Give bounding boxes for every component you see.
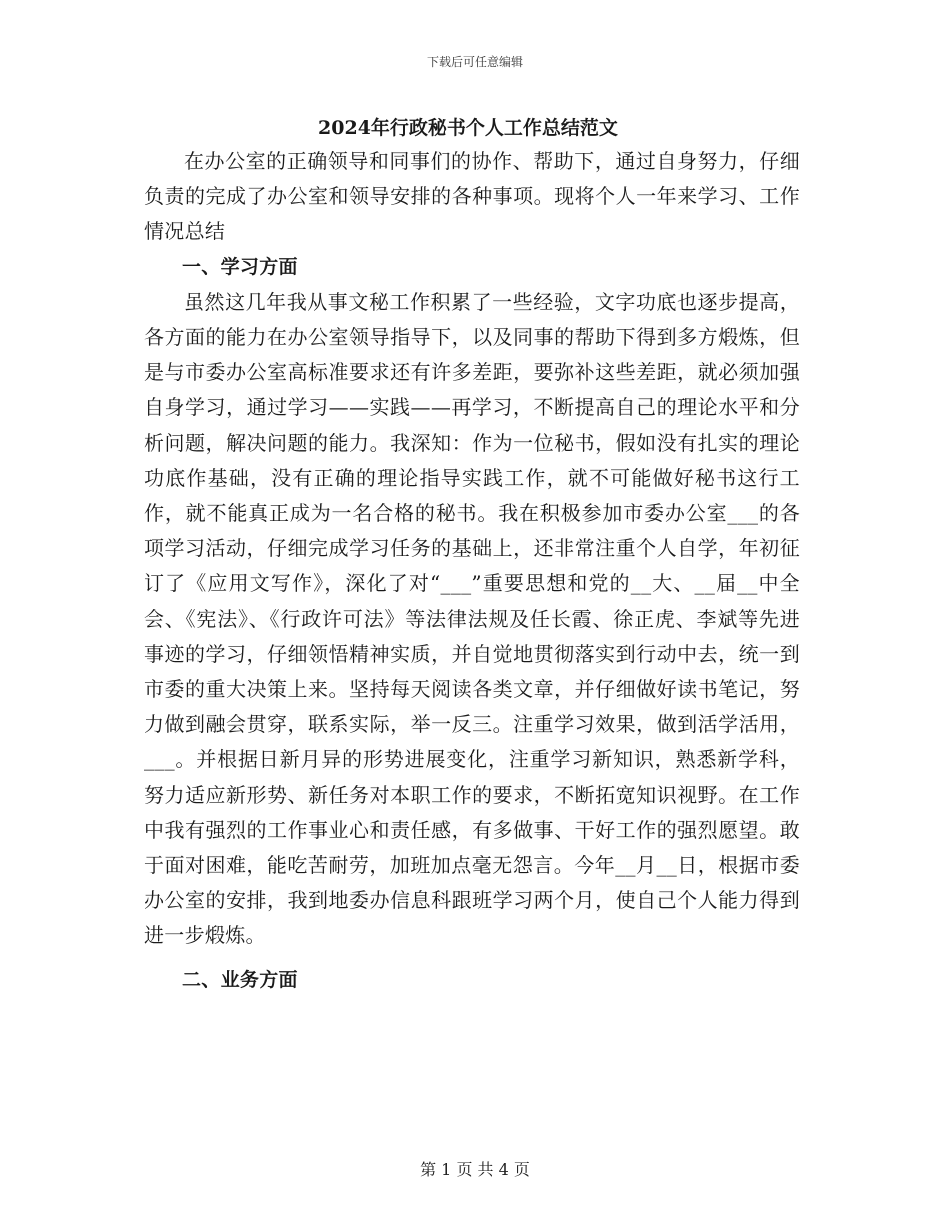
header-note: 下载后可任意编辑 (426, 55, 523, 69)
document-title: 2024年行政秘书个人工作总结范文 (318, 117, 618, 139)
section-2-heading: 二、业务方面 (182, 968, 298, 991)
section-1-paragraph: 虽然这几年我从事文秘工作积累了一些经验，文字功底也逐步提高，各方面的能力在办公室领导指导下，以及同事的帮助下得到多方煅炼，但是与市委办公室高标准要求还有许多差距，要弥补这些差距，就必须加强自身学习，通过学习——实践——再学习，不断提高自己的理论水平和分析问题，解决问题的能力。我深知：作为一位秘书，假如没有扎实的理论功底作基础，没有正确的理论指导实践工作，就不可能做好秘书这行工作，就不能真正成为一名合格的秘书。我在积极参加市委办公室___的各项学习活动，仔细完成学习任务的基础上，还非常注重个人自学，年初征订了《应用文写作》，深化了对“___”重要思想和党的__大、__届__中全会、《宪法》、《行政许可法》等法律法规及任长霞、徐正虎、李斌等先进事迹的学习，仔细领悟精神实质，并自觉地贯彻落实到行动中去，统一到市委的重大决策上来。坚持每天阅读各类文章，并仔细做好读书笔记，努力做到融会贯穿，联系实际，举一反三。注重学习效果，做到活学活用，___。并根据日新月异的形势进展变化，注重学习新知识，熟悉新学科，努力适应新形势、新任务对本职工作的要求，不断拓宽知识视野。在工作中我有强烈的工作事业心和责任感，有多做事、干好工作的强烈愿望。敢于面对困难，能吃苦耐劳，加班加点毫无怨言。今年__月__日，根据市委办公室的安排，我到地委办信息科跟班学习两个月，使自己个人能力得到进一步煅炼。 (144, 289, 800, 948)
page-number: 第 1 页 共 4 页 (420, 1160, 530, 1179)
section-1-heading: 一、学习方面 (182, 255, 298, 278)
intro-paragraph: 在办公室的正确领导和同事们的协作、帮助下，通过自身努力，仔细负责的完成了办公室和领导安排的各种事项。现将个人一年来学习、工作情况总结 (144, 149, 800, 244)
document-body (144, 144, 800, 998)
